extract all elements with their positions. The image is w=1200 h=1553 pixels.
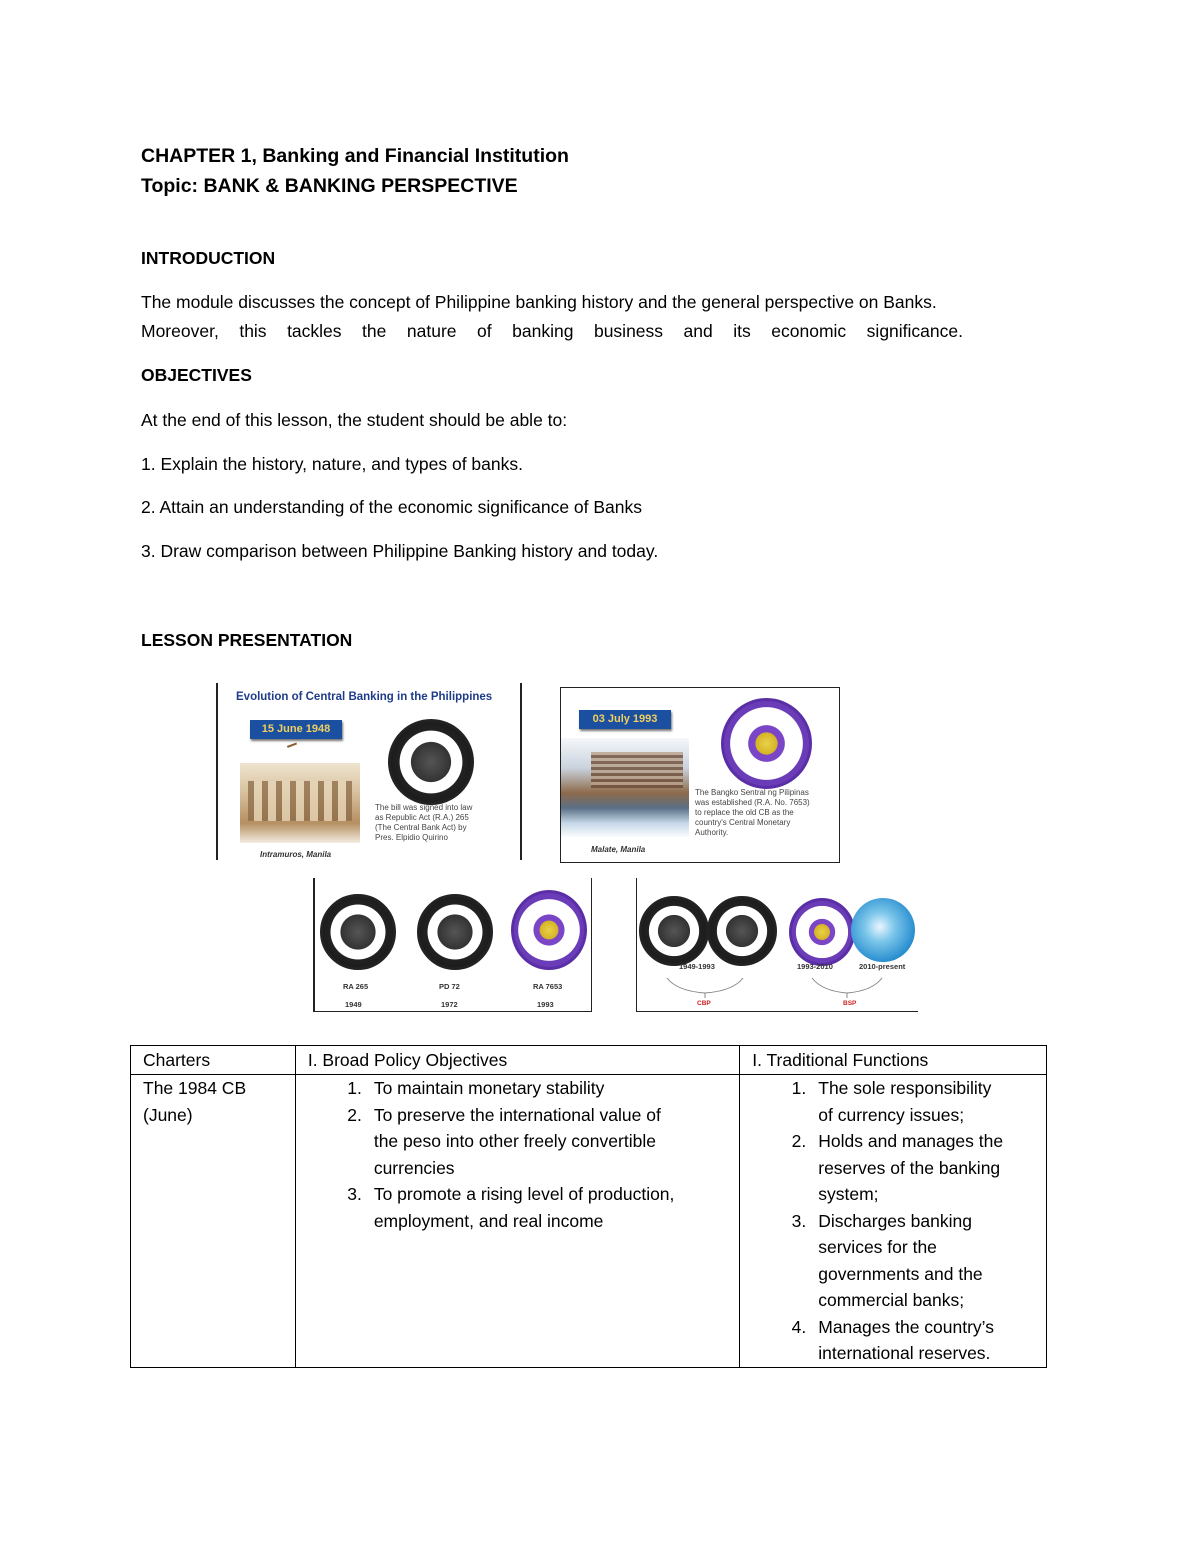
objectives-list <box>336 1075 727 1234</box>
list-item <box>780 1128 1034 1208</box>
list-line: currencies <box>373 1157 455 1178</box>
period-label: 1993-2010 <box>797 962 833 971</box>
slide-seals-laws <box>313 878 592 1012</box>
list-line: employment, and real income <box>373 1210 604 1231</box>
list-line: Holds and manages the <box>818 1131 1004 1151</box>
list-item <box>780 1314 1034 1367</box>
objective-item: 2. Attain an understanding of the economic significance of Banks <box>141 497 643 517</box>
list-line: To preserve the international value of <box>373 1104 661 1125</box>
slide-title: Evolution of Central Banking in the Philippines <box>236 691 493 703</box>
charters-table <box>130 1045 1047 1368</box>
table-header-row <box>131 1046 1047 1075</box>
slide-text: as Republic Act (R.A.) 265 <box>375 813 469 822</box>
slide-text: Authority. <box>695 828 729 837</box>
bsp-seal-icon <box>789 898 855 966</box>
period-label: 2010-present <box>859 962 906 971</box>
law-label: RA 7653 <box>533 982 563 991</box>
central-bank-seal-icon <box>707 896 777 966</box>
law-label: RA 265 <box>343 982 369 991</box>
header-traditional-functions: I. Traditional Functions <box>740 1046 1047 1075</box>
list-number: 4. <box>791 1316 807 1337</box>
charter-line: (June) <box>143 1104 193 1125</box>
header-charters: Charters <box>131 1046 296 1075</box>
topic-title: Topic: BANK & BANKING PERSPECTIVE <box>141 175 518 197</box>
list-line: of currency issues; <box>818 1104 965 1125</box>
charter-cell <box>131 1075 296 1368</box>
list-number: 3. <box>791 1210 807 1231</box>
slide-text: country's Central Monetary <box>695 818 791 827</box>
central-bank-seal-icon <box>388 719 474 805</box>
introduction-heading: INTRODUCTION <box>141 248 276 268</box>
objectives-lead: At the end of this lesson, the student should be able to: <box>141 410 568 430</box>
date-banner: 03 July 1993 <box>579 710 671 729</box>
slide-text: was established (R.A. No. 7653) <box>695 798 810 807</box>
list-line: To maintain monetary stability <box>373 1078 605 1098</box>
list-line: Discharges banking <box>818 1210 972 1231</box>
year-label: 1972 <box>441 1000 458 1009</box>
list-number: 1. <box>791 1078 807 1098</box>
slide-bsp-1993 <box>560 687 840 863</box>
objective-item: 3. Draw comparison between Philippine Banking history and today. <box>141 541 659 561</box>
list-line: reserves of the banking <box>818 1157 1001 1178</box>
list-item <box>336 1181 727 1234</box>
year-label: 1949 <box>345 1000 362 1009</box>
central-bank-seal-icon <box>639 896 709 966</box>
slide-evolution-1948 <box>216 683 522 860</box>
list-line: To promote a rising level of production, <box>373 1184 675 1204</box>
list-line: system; <box>818 1184 879 1204</box>
lesson-presentation-heading: LESSON PRESENTATION <box>141 630 353 650</box>
list-item <box>336 1102 727 1182</box>
bsp-seal-icon <box>721 698 812 789</box>
building-photo <box>561 738 689 838</box>
timeline-brackets <box>657 973 887 1003</box>
slide-text: Pres. Elpidio Quirino <box>375 833 448 842</box>
law-label: PD 72 <box>439 982 460 991</box>
introduction-line-2: Moreover, this tackles the nature of banking business and its economic significance. <box>141 321 963 341</box>
slide-text: The Bangko Sentral ng Pilipinas <box>695 788 809 797</box>
slide-text: (The Central Bank Act) by <box>375 823 467 832</box>
bsp-seal-1993-icon <box>511 890 587 970</box>
functions-cell <box>740 1075 1047 1368</box>
slide-timeline <box>636 878 918 1012</box>
objectives-cell <box>295 1075 739 1368</box>
list-item <box>780 1208 1034 1314</box>
list-number: 2. <box>347 1104 362 1125</box>
org-label-bsp: BSP <box>843 1000 857 1007</box>
introduction-line-1: The module discusses the concept of Philippine banking history and the general perspective on Banks. <box>141 292 937 312</box>
objective-item: 1. Explain the history, nature, and types of banks. <box>141 454 523 474</box>
list-line: international reserves. <box>818 1343 991 1363</box>
objectives-heading: OBJECTIVES <box>141 365 252 385</box>
year-label: 1993 <box>537 1000 554 1009</box>
list-item <box>780 1075 1034 1128</box>
list-line: the peso into other freely convertible <box>373 1131 656 1151</box>
building-photo <box>240 763 360 843</box>
photo-caption: Malate, Manila <box>591 845 646 854</box>
list-line: The sole responsibility <box>818 1078 992 1098</box>
date-banner: 15 June 1948 <box>250 720 342 739</box>
period-label: 1949-1993 <box>679 962 715 971</box>
list-line: governments and the <box>818 1263 983 1284</box>
list-line: commercial banks; <box>818 1290 965 1310</box>
chapter-title: CHAPTER 1, Banking and Financial Institution <box>141 145 569 167</box>
central-bank-seal-1972-icon <box>417 894 493 970</box>
org-label-cbp: CBP <box>697 1000 711 1007</box>
list-number: 2. <box>791 1131 807 1151</box>
table-row <box>131 1075 1047 1368</box>
slide-text: to replace the old CB as the <box>695 808 794 817</box>
list-line: Manages the country’s <box>818 1316 995 1337</box>
list-number: 1. <box>347 1078 362 1098</box>
list-item <box>336 1075 727 1102</box>
photo-caption: Intramuros, Manila <box>260 850 332 859</box>
central-bank-seal-1949-icon <box>320 894 396 970</box>
bird-icon <box>287 743 299 754</box>
slide-text: The bill was signed into law <box>375 803 473 812</box>
charter-line: The 1984 CB <box>143 1078 247 1098</box>
functions-list <box>780 1075 1034 1367</box>
list-line: services for the <box>818 1237 937 1257</box>
list-number: 3. <box>347 1184 362 1204</box>
header-broad-policy-objectives: I. Broad Policy Objectives <box>295 1046 739 1075</box>
bsp-new-logo-icon <box>851 898 915 962</box>
